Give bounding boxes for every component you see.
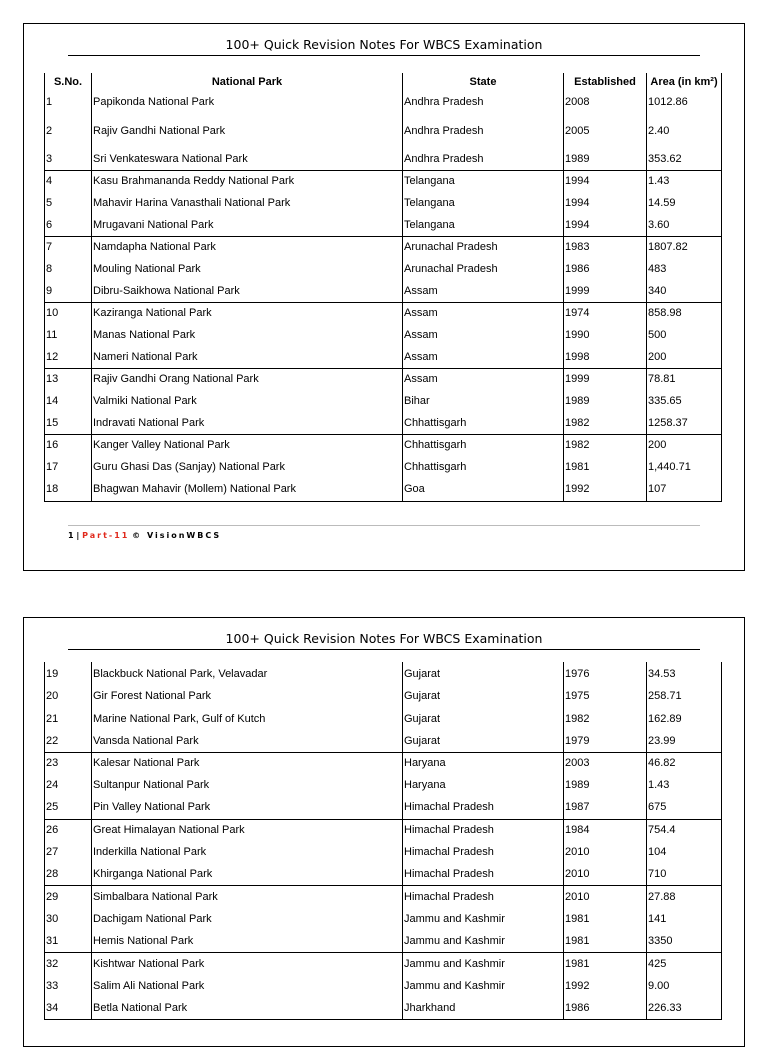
cell-area: 1.43 xyxy=(647,170,722,192)
table-row xyxy=(45,456,722,478)
page-header: 100+ Quick Revision Notes For WBCS Examination xyxy=(225,37,543,52)
cell-area: 340 xyxy=(647,280,722,302)
footer-part: Part-11 xyxy=(82,531,130,540)
cell-sno: 3 xyxy=(45,148,92,170)
cell-sno: 10 xyxy=(45,302,92,324)
cell-area: 1258.37 xyxy=(647,412,722,434)
cell-established: 2003 xyxy=(564,752,647,774)
table-row xyxy=(45,752,722,774)
cell-state: Arunachal Pradesh xyxy=(403,258,564,280)
cell-park-name: Betla National Park xyxy=(92,997,403,1019)
cell-park-name: Papikonda National Park xyxy=(92,91,403,113)
cell-area: 3350 xyxy=(647,930,722,952)
cell-sno: 13 xyxy=(45,368,92,390)
cell-area: 46.82 xyxy=(647,752,722,774)
cell-area: 353.62 xyxy=(647,148,722,170)
page-1 xyxy=(23,23,745,571)
cell-established: 1990 xyxy=(564,324,647,346)
cell-park-name: Blackbuck National Park, Velavadar xyxy=(92,662,403,685)
cell-park-name: Salim Ali National Park xyxy=(92,975,403,997)
cell-state: Himachal Pradesh xyxy=(403,841,564,863)
cell-sno: 25 xyxy=(45,796,92,819)
cell-sno: 31 xyxy=(45,930,92,952)
cell-sno: 4 xyxy=(45,170,92,192)
cell-state: Gujarat xyxy=(403,707,564,730)
cell-state: Assam xyxy=(403,280,564,302)
table-row xyxy=(45,662,722,685)
cell-sno: 9 xyxy=(45,280,92,302)
table-row xyxy=(45,302,722,324)
cell-established: 1975 xyxy=(564,685,647,707)
cell-area: 27.88 xyxy=(647,885,722,908)
table-row xyxy=(45,434,722,456)
cell-sno: 7 xyxy=(45,236,92,258)
table-row xyxy=(45,170,722,192)
cell-park-name: Sultanpur National Park xyxy=(92,774,403,796)
cell-established: 1992 xyxy=(564,478,647,501)
table-row xyxy=(45,412,722,434)
table-row xyxy=(45,774,722,796)
cell-sno: 32 xyxy=(45,952,92,975)
cell-sno: 5 xyxy=(45,192,92,214)
cell-state: Himachal Pradesh xyxy=(403,885,564,908)
cell-established: 1981 xyxy=(564,952,647,975)
cell-area: 1,440.71 xyxy=(647,456,722,478)
cell-sno: 20 xyxy=(45,685,92,707)
cell-sno: 24 xyxy=(45,774,92,796)
page-header: 100+ Quick Revision Notes For WBCS Examination xyxy=(225,631,543,646)
cell-established: 1984 xyxy=(564,819,647,841)
col-header-state: State xyxy=(403,73,564,91)
cell-park-name: Mouling National Park xyxy=(92,258,403,280)
cell-state: Chhattisgarh xyxy=(403,412,564,434)
cell-park-name: Marine National Park, Gulf of Kutch xyxy=(92,707,403,730)
cell-state: Andhra Pradesh xyxy=(403,113,564,148)
cell-state: Chhattisgarh xyxy=(403,434,564,456)
cell-area: 34.53 xyxy=(647,662,722,685)
cell-sno: 17 xyxy=(45,456,92,478)
cell-state: Chhattisgarh xyxy=(403,456,564,478)
cell-sno: 21 xyxy=(45,707,92,730)
cell-park-name: Kanger Valley National Park xyxy=(92,434,403,456)
cell-state: Jharkhand xyxy=(403,997,564,1019)
cell-established: 1992 xyxy=(564,975,647,997)
cell-sno: 8 xyxy=(45,258,92,280)
cell-state: Bihar xyxy=(403,390,564,412)
cell-area: 675 xyxy=(647,796,722,819)
cell-area: 258.71 xyxy=(647,685,722,707)
cell-established: 1982 xyxy=(564,412,647,434)
cell-area: 104 xyxy=(647,841,722,863)
cell-state: Assam xyxy=(403,368,564,390)
cell-area: 335.65 xyxy=(647,390,722,412)
cell-park-name: Simbalbara National Park xyxy=(92,885,403,908)
cell-state: Andhra Pradesh xyxy=(403,148,564,170)
table-row xyxy=(45,148,722,170)
national-park-table xyxy=(44,73,722,502)
table-row xyxy=(45,730,722,752)
cell-sno: 34 xyxy=(45,997,92,1019)
cell-established: 1981 xyxy=(564,908,647,930)
cell-park-name: Kalesar National Park xyxy=(92,752,403,774)
cell-park-name: Kishtwar National Park xyxy=(92,952,403,975)
cell-established: 1999 xyxy=(564,368,647,390)
cell-area: 754.4 xyxy=(647,819,722,841)
cell-area: 425 xyxy=(647,952,722,975)
cell-state: Gujarat xyxy=(403,685,564,707)
cell-established: 1989 xyxy=(564,390,647,412)
cell-sno: 28 xyxy=(45,863,92,885)
table-row xyxy=(45,685,722,707)
cell-state: Assam xyxy=(403,302,564,324)
table-row xyxy=(45,346,722,368)
cell-area: 200 xyxy=(647,434,722,456)
cell-sno: 30 xyxy=(45,908,92,930)
cell-established: 2008 xyxy=(564,91,647,113)
cell-established: 1998 xyxy=(564,346,647,368)
cell-state: Himachal Pradesh xyxy=(403,819,564,841)
cell-park-name: Gir Forest National Park xyxy=(92,685,403,707)
cell-established: 1982 xyxy=(564,707,647,730)
cell-established: 2010 xyxy=(564,841,647,863)
cell-park-name: Indravati National Park xyxy=(92,412,403,434)
cell-park-name: Bhagwan Mahavir (Mollem) National Park xyxy=(92,478,403,501)
col-header-established: Established xyxy=(564,73,647,91)
cell-established: 1986 xyxy=(564,258,647,280)
table-row xyxy=(45,368,722,390)
cell-park-name: Kasu Brahmananda Reddy National Park xyxy=(92,170,403,192)
cell-sno: 12 xyxy=(45,346,92,368)
cell-sno: 22 xyxy=(45,730,92,752)
table-row xyxy=(45,236,722,258)
cell-state: Goa xyxy=(403,478,564,501)
cell-state: Gujarat xyxy=(403,662,564,685)
cell-area: 483 xyxy=(647,258,722,280)
cell-established: 1994 xyxy=(564,192,647,214)
cell-area: 162.89 xyxy=(647,707,722,730)
cell-established: 1976 xyxy=(564,662,647,685)
cell-established: 1994 xyxy=(564,170,647,192)
cell-established: 1986 xyxy=(564,997,647,1019)
col-header-sno: S.No. xyxy=(45,73,92,91)
cell-state: Telangana xyxy=(403,214,564,236)
cell-sno: 1 xyxy=(45,91,92,113)
cell-area: 1.43 xyxy=(647,774,722,796)
cell-state: Assam xyxy=(403,346,564,368)
cell-area: 200 xyxy=(647,346,722,368)
cell-state: Telangana xyxy=(403,192,564,214)
cell-established: 1981 xyxy=(564,930,647,952)
cell-park-name: Namdapha National Park xyxy=(92,236,403,258)
cell-state: Himachal Pradesh xyxy=(403,796,564,819)
cell-sno: 33 xyxy=(45,975,92,997)
cell-park-name: Dibru-Saikhowa National Park xyxy=(92,280,403,302)
cell-area: 107 xyxy=(647,478,722,501)
table-row xyxy=(45,975,722,997)
cell-sno: 18 xyxy=(45,478,92,501)
cell-established: 1981 xyxy=(564,456,647,478)
cell-state: Haryana xyxy=(403,752,564,774)
cell-sno: 27 xyxy=(45,841,92,863)
table-row xyxy=(45,885,722,908)
cell-area: 500 xyxy=(647,324,722,346)
cell-sno: 11 xyxy=(45,324,92,346)
cell-park-name: Inderkilla National Park xyxy=(92,841,403,863)
cell-established: 1983 xyxy=(564,236,647,258)
cell-sno: 6 xyxy=(45,214,92,236)
cell-sno: 15 xyxy=(45,412,92,434)
cell-sno: 14 xyxy=(45,390,92,412)
cell-park-name: Dachigam National Park xyxy=(92,908,403,930)
table-row xyxy=(45,113,722,148)
footer-copyright: © VisionWBCS xyxy=(132,531,222,540)
cell-state: Assam xyxy=(403,324,564,346)
cell-area: 141 xyxy=(647,908,722,930)
footer-separator: | xyxy=(73,531,83,540)
cell-park-name: Hemis National Park xyxy=(92,930,403,952)
cell-state: Jammu and Kashmir xyxy=(403,930,564,952)
cell-park-name: Guru Ghasi Das (Sanjay) National Park xyxy=(92,456,403,478)
cell-state: Jammu and Kashmir xyxy=(403,952,564,975)
cell-park-name: Khirganga National Park xyxy=(92,863,403,885)
national-park-table xyxy=(44,662,722,1020)
cell-park-name: Pin Valley National Park xyxy=(92,796,403,819)
cell-sno: 23 xyxy=(45,752,92,774)
cell-state: Andhra Pradesh xyxy=(403,91,564,113)
table-row xyxy=(45,930,722,952)
cell-area: 858.98 xyxy=(647,302,722,324)
cell-established: 1979 xyxy=(564,730,647,752)
table-row xyxy=(45,908,722,930)
cell-established: 2005 xyxy=(564,113,647,148)
table-row xyxy=(45,863,722,885)
cell-park-name: Rajiv Gandhi National Park xyxy=(92,113,403,148)
cell-park-name: Manas National Park xyxy=(92,324,403,346)
table-row xyxy=(45,796,722,819)
cell-state: Gujarat xyxy=(403,730,564,752)
cell-park-name: Great Himalayan National Park xyxy=(92,819,403,841)
cell-park-name: Mrugavani National Park xyxy=(92,214,403,236)
cell-area: 9.00 xyxy=(647,975,722,997)
cell-established: 1989 xyxy=(564,148,647,170)
header-divider xyxy=(68,55,700,56)
col-header-area: Area (in km²) xyxy=(647,73,722,91)
table-row xyxy=(45,214,722,236)
cell-state: Jammu and Kashmir xyxy=(403,908,564,930)
cell-area: 226.33 xyxy=(647,997,722,1019)
cell-area: 2.40 xyxy=(647,113,722,148)
table-row xyxy=(45,819,722,841)
cell-established: 1982 xyxy=(564,434,647,456)
cell-sno: 29 xyxy=(45,885,92,908)
cell-area: 1807.82 xyxy=(647,236,722,258)
cell-established: 1974 xyxy=(564,302,647,324)
cell-park-name: Nameri National Park xyxy=(92,346,403,368)
table-row xyxy=(45,841,722,863)
page-2 xyxy=(23,617,745,1047)
table-row xyxy=(45,997,722,1019)
cell-state: Himachal Pradesh xyxy=(403,863,564,885)
cell-area: 14.59 xyxy=(647,192,722,214)
page-footer xyxy=(68,525,700,540)
cell-sno: 2 xyxy=(45,113,92,148)
table-row xyxy=(45,192,722,214)
table-row xyxy=(45,280,722,302)
header-divider xyxy=(68,649,700,650)
table-row xyxy=(45,478,722,501)
table-row xyxy=(45,952,722,975)
cell-established: 1999 xyxy=(564,280,647,302)
cell-sno: 26 xyxy=(45,819,92,841)
cell-area: 710 xyxy=(647,863,722,885)
cell-established: 1994 xyxy=(564,214,647,236)
cell-state: Telangana xyxy=(403,170,564,192)
cell-established: 2010 xyxy=(564,863,647,885)
cell-area: 78.81 xyxy=(647,368,722,390)
cell-park-name: Vansda National Park xyxy=(92,730,403,752)
cell-established: 2010 xyxy=(564,885,647,908)
cell-park-name: Kaziranga National Park xyxy=(92,302,403,324)
table-row xyxy=(45,258,722,280)
table-row xyxy=(45,324,722,346)
cell-area: 1012.86 xyxy=(647,91,722,113)
cell-park-name: Mahavir Harina Vanasthali National Park xyxy=(92,192,403,214)
cell-park-name: Sri Venkateswara National Park xyxy=(92,148,403,170)
footer-page-number: 1 xyxy=(68,531,74,540)
cell-state: Arunachal Pradesh xyxy=(403,236,564,258)
table-row xyxy=(45,390,722,412)
cell-park-name: Rajiv Gandhi Orang National Park xyxy=(92,368,403,390)
cell-park-name: Valmiki National Park xyxy=(92,390,403,412)
cell-area: 3.60 xyxy=(647,214,722,236)
cell-state: Jammu and Kashmir xyxy=(403,975,564,997)
table-row xyxy=(45,91,722,113)
cell-established: 1987 xyxy=(564,796,647,819)
table-row xyxy=(45,707,722,730)
cell-sno: 19 xyxy=(45,662,92,685)
cell-state: Haryana xyxy=(403,774,564,796)
cell-area: 23.99 xyxy=(647,730,722,752)
cell-established: 1989 xyxy=(564,774,647,796)
cell-sno: 16 xyxy=(45,434,92,456)
col-header-park: National Park xyxy=(92,73,403,91)
